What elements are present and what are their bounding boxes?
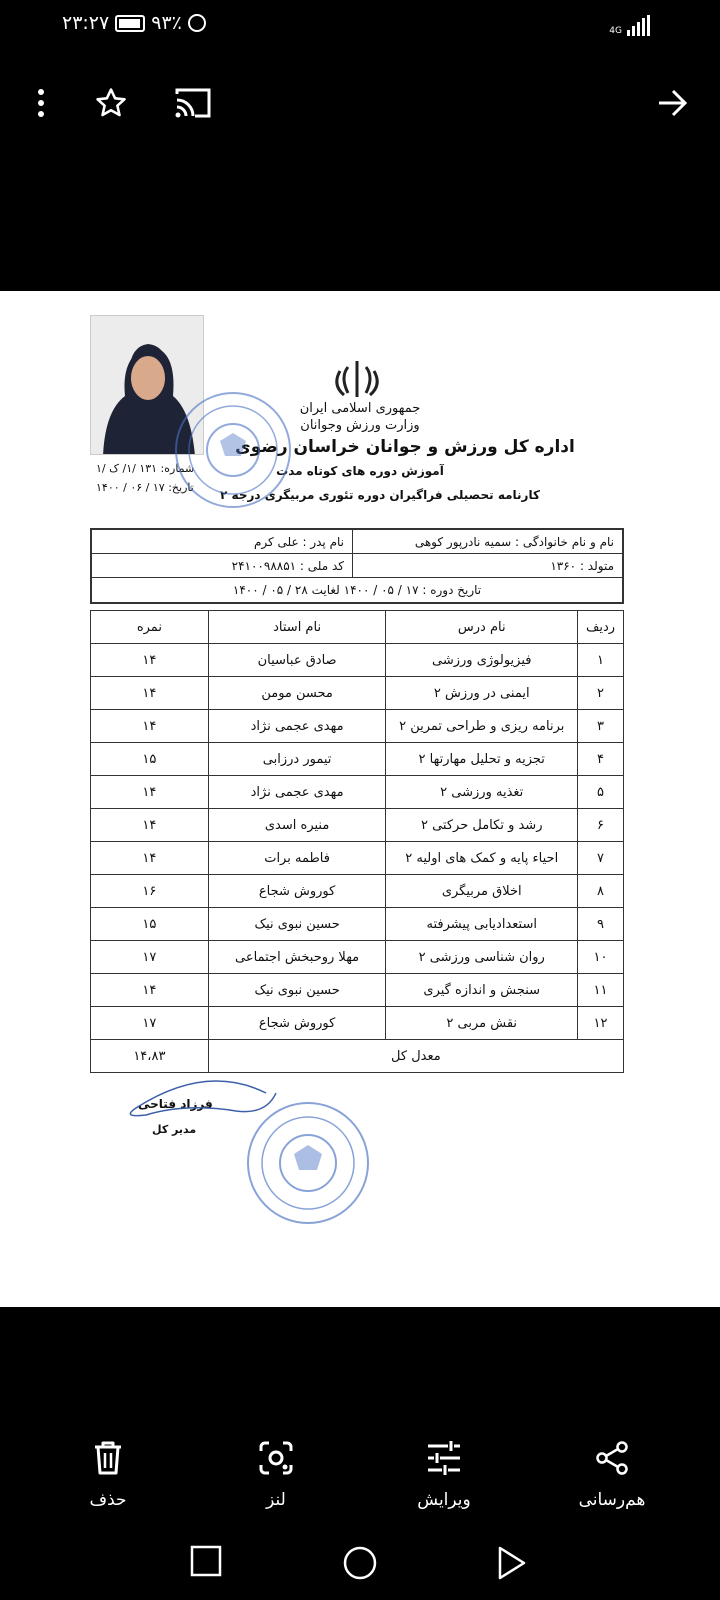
teacher-name: حسین نبوی نیک <box>208 908 386 941</box>
signal-icon <box>627 15 650 36</box>
student-info <box>90 528 624 604</box>
header-row-number: ردیف <box>578 611 624 644</box>
row-number: ۱۲ <box>578 1007 624 1040</box>
table-row <box>91 908 624 941</box>
course-name: نقش مربی ۲ <box>386 1007 578 1040</box>
row-number: ۱۱ <box>578 974 624 1007</box>
row-number: ۸ <box>578 875 624 908</box>
document-image <box>0 291 720 1307</box>
row-number: ۵ <box>578 776 624 809</box>
more-vert-icon[interactable] <box>20 82 62 124</box>
teacher-name: مهدی عجمی نژاد <box>208 710 386 743</box>
stamp-top <box>172 389 294 515</box>
table-row <box>91 710 624 743</box>
share-button[interactable] <box>552 1438 672 1510</box>
average-label: معدل کل <box>208 1040 623 1073</box>
edit-label: ویرایش <box>417 1490 471 1510</box>
teacher-name: محسن مومن <box>208 677 386 710</box>
table-row <box>91 941 624 974</box>
grade-value: ۱۴ <box>91 809 209 842</box>
course-period: تاریخ دوره : ۱۷ / ۰۵ / ۱۴۰۰ لغایت ۲۸ / ۰۵ / ۱۴۰۰ <box>232 583 482 597</box>
teacher-name: کوروش شجاع <box>208 875 386 908</box>
grade-value: ۱۴ <box>91 842 209 875</box>
header-country: جمهوری اسلامی ایران <box>299 401 421 416</box>
doc-number: شماره: ۱۳۱ /۱/ ک /۱ <box>96 462 195 475</box>
table-row <box>91 842 624 875</box>
recents-button[interactable] <box>190 1545 222 1581</box>
teacher-name: صادق عباسیان <box>208 644 386 677</box>
doc-date: تاریخ: ۱۷ / ۰۶ / ۱۴۰۰ <box>96 481 194 494</box>
table-header-row <box>91 611 624 644</box>
table-row <box>91 644 624 677</box>
grade-value: ۱۵ <box>91 743 209 776</box>
row-number: ۶ <box>578 809 624 842</box>
average-value: ۱۴،۸۳ <box>91 1040 209 1073</box>
signer-title: مدیر کل <box>152 1123 197 1136</box>
alarm-icon <box>188 14 206 32</box>
lens-button[interactable] <box>216 1438 336 1510</box>
header-grade: نمره <box>91 611 209 644</box>
course-name: تغذیه ورزشی ۲ <box>386 776 578 809</box>
table-row <box>91 875 624 908</box>
stamp-bottom <box>244 1099 372 1231</box>
student-name: نام و نام خانوادگی : سمیه نادرپور کوهی <box>352 530 622 553</box>
back-button[interactable] <box>496 1545 528 1585</box>
delete-label: حذف <box>89 1490 127 1510</box>
lens-label: لنز <box>266 1490 286 1510</box>
network-type: 4G <box>609 26 622 36</box>
course-name: برنامه ریزی و طراحی تمرین ۲ <box>386 710 578 743</box>
signer-name: فرزاد فتاحی <box>138 1097 213 1111</box>
grades-table <box>90 610 624 1073</box>
table-row <box>91 776 624 809</box>
row-number: ۴ <box>578 743 624 776</box>
battery-level: ۹۳٪ <box>151 12 182 34</box>
course-name: سنجش و اندازه گیری <box>386 974 578 1007</box>
row-number: ۱۰ <box>578 941 624 974</box>
row-number: ۱ <box>578 644 624 677</box>
grade-value: ۱۷ <box>91 1007 209 1040</box>
table-row <box>91 974 624 1007</box>
teacher-name: کوروش شجاع <box>208 1007 386 1040</box>
header-course-type: آموزش دوره های کوتاه مدت <box>276 464 444 478</box>
teacher-name: مهدی عجمی نژاد <box>208 776 386 809</box>
lens-icon <box>216 1438 336 1478</box>
grade-value: ۱۷ <box>91 941 209 974</box>
national-id: کد ملی : ۲۴۱۰۰۹۸۸۵۱ <box>231 558 344 573</box>
home-button[interactable] <box>342 1545 378 1585</box>
birth-year: متولد : ۱۳۶۰ <box>352 554 622 577</box>
teacher-name: تیمور درزابی <box>208 743 386 776</box>
table-row <box>91 743 624 776</box>
grade-value: ۱۴ <box>91 644 209 677</box>
course-name: روان شناسی ورزشی ۲ <box>386 941 578 974</box>
course-name: فیزیولوژی ورزشی <box>386 644 578 677</box>
arrow-forward-icon[interactable] <box>652 82 694 124</box>
row-number: ۹ <box>578 908 624 941</box>
cast-icon[interactable] <box>172 82 214 124</box>
table-row <box>91 677 624 710</box>
average-row <box>91 1040 624 1073</box>
edit-button[interactable] <box>384 1438 504 1510</box>
delete-button[interactable] <box>48 1438 168 1510</box>
table-row <box>91 1007 624 1040</box>
clock: ۲۳:۲۷ <box>62 12 110 34</box>
grade-value: ۱۶ <box>91 875 209 908</box>
grade-value: ۱۴ <box>91 776 209 809</box>
header-ministry: وزارت ورزش وجوانان <box>300 418 420 433</box>
course-name: ایمنی در ورزش ۲ <box>386 677 578 710</box>
share-label: هم‌رسانی <box>578 1490 646 1510</box>
emblem-icon <box>334 359 380 405</box>
tune-icon <box>384 1438 504 1478</box>
course-name: استعدادیابی پیشرفته <box>386 908 578 941</box>
share-icon <box>552 1438 672 1478</box>
course-name: احیاء پایه و کمک های اولیه ۲ <box>386 842 578 875</box>
row-number: ۲ <box>578 677 624 710</box>
course-name: اخلاق مربیگری <box>386 875 578 908</box>
father-name: نام پدر : علی کرم <box>253 534 344 549</box>
row-number: ۳ <box>578 710 624 743</box>
teacher-name: فاطمه برات <box>208 842 386 875</box>
course-name: تجزیه و تحلیل مهارتها ۲ <box>386 743 578 776</box>
star-icon[interactable] <box>90 82 132 124</box>
header-office: اداره کل ورزش و جوانان خراسان رضوی <box>235 437 575 457</box>
header-report-title: کارنامه تحصیلی فراگیران دوره تئوری مربیگری درجه ۲ <box>220 488 540 502</box>
trash-icon <box>48 1438 168 1478</box>
teacher-name: حسین نبوی نیک <box>208 974 386 1007</box>
grade-value: ۱۵ <box>91 908 209 941</box>
teacher-name: مهلا روحبخش اجتماعی <box>208 941 386 974</box>
grade-value: ۱۴ <box>91 677 209 710</box>
battery-icon <box>115 15 145 32</box>
course-name: رشد و تکامل حرکتی ۲ <box>386 809 578 842</box>
grade-value: ۱۴ <box>91 974 209 1007</box>
table-row <box>91 809 624 842</box>
teacher-name: منیره اسدی <box>208 809 386 842</box>
grade-value: ۱۴ <box>91 710 209 743</box>
header-teacher: نام استاد <box>208 611 386 644</box>
status-bar-left <box>62 10 206 36</box>
status-bar-right <box>609 12 650 36</box>
row-number: ۷ <box>578 842 624 875</box>
header-course: نام درس <box>386 611 578 644</box>
